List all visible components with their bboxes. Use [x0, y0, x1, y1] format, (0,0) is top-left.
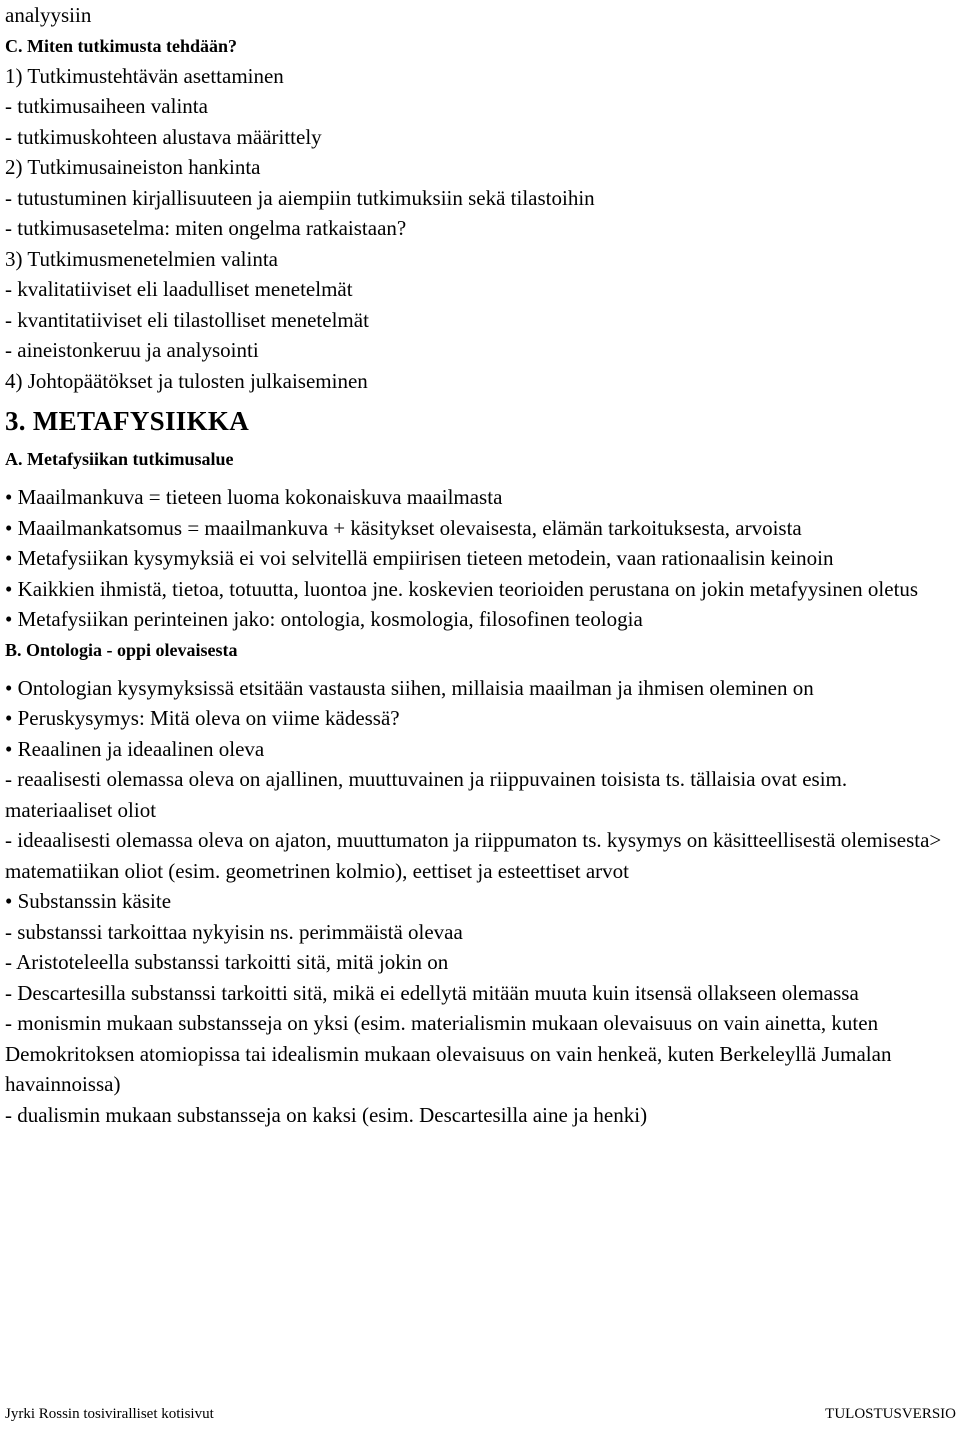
list-item: - reaalisesti olemassa oleva on ajallinen, muuttuvainen ja riippuvainen toisista ts. tällaisia ovat esim. materiaaliset oliot: [5, 767, 848, 822]
text-line: - tutkimusaiheen valinta: [5, 94, 208, 118]
bullet-item: • Ontologian kysymyksissä etsitään vastausta siihen, millaisia maailman ja ihmisen oleminen on: [5, 675, 814, 700]
text-line: 3) Tutkimusmenetelmien valinta: [5, 246, 278, 271]
footer-print-version: TULOSTUSVERSIO: [825, 1406, 956, 1422]
page-footer: [5, 1406, 956, 1423]
bullet-item: • Metafysiikan perinteinen jako: ontologia, kosmologia, filosofinen teologia: [5, 607, 643, 631]
bullet-item: • Kaikkien ihmistä, tietoa, totuutta, luontoa jne. koskevien teorioiden perustana on jokin metafyysinen oletus: [5, 576, 919, 601]
bullet-item: • Maailmankuva = tieteen luoma kokonaiskuva maailmasta: [5, 485, 503, 509]
text-line: 4) Johtopäätökset ja tulosten julkaiseminen: [5, 368, 368, 393]
section-a-title: A. Metafysiikan tutkimusalue: [5, 449, 234, 469]
list-item: - Descartesilla substanssi tarkoitti sitä, mikä ei edellytä mitään muuta kuin itsensä ollakseen olemassa: [5, 980, 859, 1005]
list-item: - dualismin mukaan substansseja on kaksi (esim. Descartesilla aine ja henki): [5, 1102, 648, 1127]
list-item: - substanssi tarkoittaa nykyisin ns. perimmäistä olevaa: [5, 919, 463, 944]
section-c-title: C. Miten tutkimusta tehdään?: [5, 35, 238, 56]
list-item: - monismin mukaan substansseja on yksi (esim. materialismin mukaan olevaisuus on vain ainetta, kuten Demokritoksen atomiopissa tai idealismin mukaan olevaisuus on vain henkeä, kuten Berkeleyllä Jumalan havainnoissa): [5, 1011, 892, 1096]
document-page: [5, 0, 955, 1130]
bullet-item: • Substanssin käsite: [5, 889, 172, 913]
bullet-item: • Metafysiikan kysymyksiä ei voi selvitellä empiirisen tieteen metodein, vaan rationaalisin keinoin: [5, 546, 834, 570]
bullet-item: • Reaalinen ja ideaalinen oleva: [5, 736, 265, 761]
bullet-item: • Maailmankatsomus = maailmankuva + käsitykset olevaisesta, elämän tarkoituksesta, arvoista: [5, 515, 802, 540]
text-line: - kvantitatiiviset eli tilastolliset menetelmät: [5, 307, 369, 332]
text-line: - tutustuminen kirjallisuuteen ja aiempiin tutkimuksiin sekä tilastoihin: [5, 185, 595, 210]
text-line: - kvalitatiiviset eli laadulliset menetelmät: [5, 277, 353, 301]
chapter-heading: 3. METAFYSIIKKA: [5, 406, 250, 436]
bullet-item: • Peruskysymys: Mitä oleva on viime kädessä?: [5, 706, 400, 730]
text-line: analyysiin: [5, 3, 92, 27]
list-item: - Aristoteleella substanssi tarkoitti sitä, mitä jokin on: [5, 950, 449, 974]
list-item: - ideaalisesti olemassa oleva on ajaton, muuttumaton ja riippumaton ts. kysymys on käsitteellisestä olemisesta> matematiikan oliot (esim. geometrinen kolmio), eettiset ja esteettiset arvot: [5, 828, 942, 883]
text-line: 2) Tutkimusaineiston hankinta: [5, 155, 261, 179]
text-line: - tutkimuskohteen alustava määrittely: [5, 124, 322, 149]
text-line: 1) Tutkimustehtävän asettaminen: [5, 63, 284, 88]
text-line: - aineistonkeruu ja analysointi: [5, 338, 259, 362]
footer-site-name: Jyrki Rossin tosiviralliset kotisivut: [5, 1406, 214, 1422]
text-line: - tutkimusasetelma: miten ongelma ratkaistaan?: [5, 216, 407, 240]
section-b-title: B. Ontologia - oppi olevaisesta: [5, 639, 238, 660]
